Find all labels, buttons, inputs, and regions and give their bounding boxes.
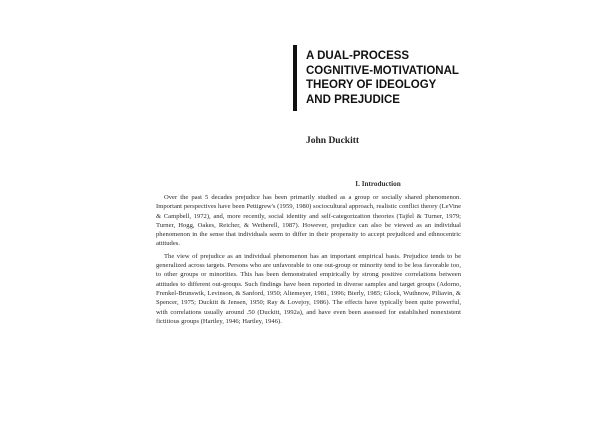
title-accent-bar: [293, 45, 297, 111]
paragraph: The view of prejudice as an individual phenomenon has an important empirical basis. Prejudice tends to be generalized across targets. Persons who are unfavorable to one out-group or minority tend to be less favorable too, to other groups or minorities. This has been demonstrated empirically by strong positive correlations between attitudes to different out-groups. Such findings have been reported in diverse samples and target groups (Adorno, Frenkel-Brunswik, Levinson, & Sanford, 1950; Altemeyer, 1981, 1996; Bierly, 1985; Glock, Wuthnow, Piliavin, & Spencer, 1975; Duckitt & Jensen, 1950; Ray & Lovejoy, 1986). The effects have typically been quite powerful, with correlations usually around .50 (Duckitt, 1992a), and have even been assessed for established nonexistent fictitious groups (Hartley, 1946; Hartley, 1946).: [156, 252, 461, 325]
body-text: [156, 193, 461, 329]
chapter-title-line: AND PREJUDICE: [306, 93, 400, 106]
author-name: John Duckitt: [306, 136, 360, 146]
paragraph: Over the past 5 decades prejudice has been primarily studied as a group or socially shared phenomenon. Important perspectives have been Pettigrew's (1959, 1980) sociocultural approach, realistic conflict theory (LeVine & Campbell, 1972), and, more recently, social identity and self-categorization theories (Tajfel & Turner, 1979; Turner, Hogg, Oakes, Reicher, & Wetherell, 1987). However, prejudice can also be viewed as an individual phenomenon in the sense that individuals seem to differ in their propensity to accept prejudiced and ethnocentric attitudes.: [156, 194, 461, 248]
chapter-title: [306, 49, 566, 107]
chapter-title-line: THEORY OF IDEOLOGY: [306, 79, 437, 91]
section-heading: I. Introduction: [355, 180, 401, 188]
chapter-title-line: A DUAL-PROCESS: [306, 50, 410, 62]
chapter-title-line: COGNITIVE-MOTIVATIONAL: [306, 64, 459, 77]
